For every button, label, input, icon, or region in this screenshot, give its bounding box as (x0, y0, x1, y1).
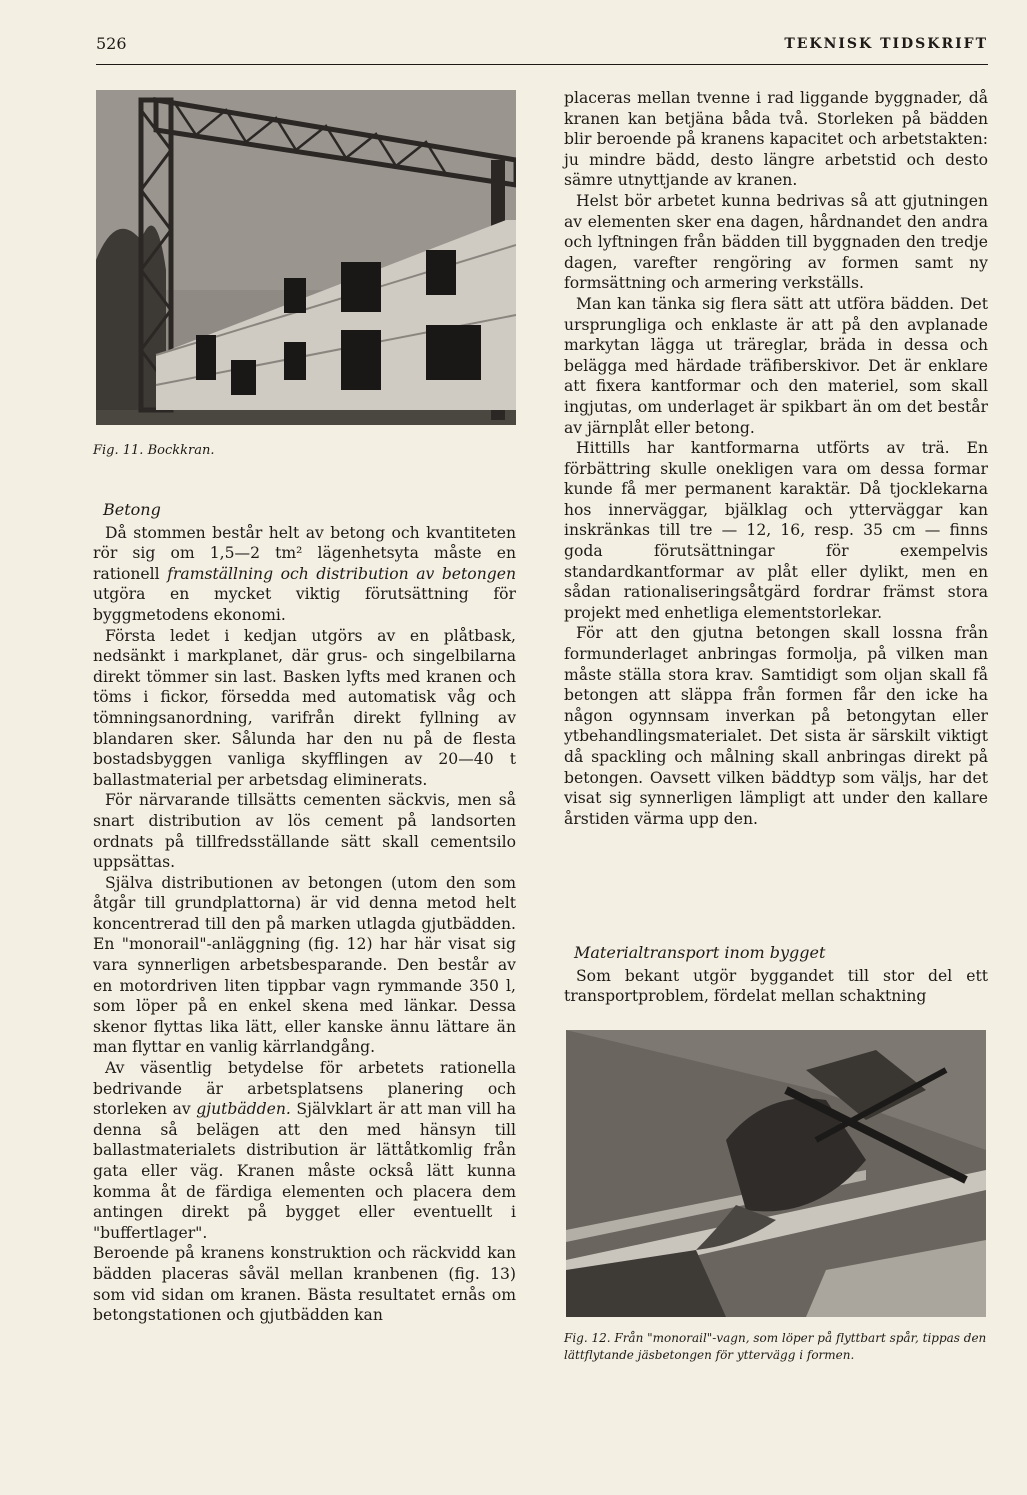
page-number: 526 (96, 34, 127, 53)
journal-title: TEKNISK TIDSKRIFT (784, 36, 988, 52)
paragraph: För att den gjutna betongen skall lossna från formunderlaget anbringas formolja, på vilken man måste ställa stora krav. Samtidigt som oljan skall få betongen att släppa från formen får den icke ha någon ogynnsam inverkan på betongytan eller ytbehandlingsmaterialet. Det sista är särskilt viktigt då spackling och målning skall anbringas direkt på betongen. Oavsett vilken bäddtyp som väljs, har det visat sig synnerligen lämpligt att under den kallare årstiden värma upp den. (564, 624, 988, 828)
left-column (93, 500, 516, 1326)
paragraph: Helst bör arbetet kunna bedrivas så att gjutningen av elementen sker ena dagen, hårdnandet den andra och lyftningen från bädden till byggnaden den tredje dagen, varefter rengöring av formen samt ny formsättning och armering verkställs. (564, 191, 988, 293)
paragraph: placeras mellan tvenne i rad liggande byggnader, då kranen kan betjäna båda två. Storleken på bädden blir beroende på kranens kapacitet och arbetstakten: ju mindre bädd, desto längre arbetstid och desto sämre utnyttjande av kranen. (564, 89, 988, 190)
fig12-monorail-photo (566, 1030, 986, 1317)
paragraph: Som bekant utgör byggandet till stor del ett transportproblem, fördelat mellan schaktning (564, 966, 988, 1006)
crane-illustration (96, 90, 516, 425)
page-header (96, 30, 988, 65)
fig12-caption: Fig. 12. Från "monorail"-vagn, som löper på flyttbart spår, tippas den lättflytande jäsbetongen för yttervägg i formen. (564, 1331, 987, 1362)
monorail-illustration (566, 1030, 986, 1317)
right-column-lower (564, 943, 988, 1007)
fig11-crane-photo (96, 90, 516, 425)
fig11-caption: Fig. 11. Bockkran. (93, 443, 215, 458)
paragraph: Beroende på kranens konstruktion och räckvidd kan bädden placeras såväl mellan kranbenen (fig. 13) som vid sidan om kranen. Bästa resultatet ernås om betongstationen och gjutbädden kan (93, 1244, 516, 1325)
paragraph: Hittills har kantformarna utförts av trä. En förbättring skulle onekligen vara om dessa formar kunde få mer permanent karaktär. Då tjocklekarna hos innerväggar, bjälklag och ytterväggar kan inskränkas till tre — 12, 16, resp. 35 cm — finns goda förutsättningar för exempelvis standardkantformar av plåt eller dylikt, men en sådan rationaliseringsåtgärd fordrar främst stora projekt med enhetliga elementstorlekar. (564, 439, 988, 622)
paragraph: För närvarande tillsätts cementen säckvis, men så snart distribution av lös cement på landsorten ordnats på tillfredsställande sätt skall cementsilo uppsättas. (93, 791, 516, 872)
paragraph: Då stommen består helt av betong och kvantiteten rör sig om 1,5—2 tm² lägenhetsyta måste en rationell framställning och distribution av betongen utgöra en mycket viktig förutsättning för byggmetodens ekonomi. (93, 523, 516, 624)
paragraph: Man kan tänka sig flera sätt att utföra bädden. Det ursprungliga och enklaste är att på den avplanade markytan lägga ut träreglar, bräda in dessa och belägga med härdade träfiberskivor. Det är enklare att fixera kantformar och den materiel, som skall ingjutas, om underlaget är spikbart än om det består av järnplåt eller betong. (564, 294, 988, 437)
right-column (564, 88, 988, 829)
paragraph: Själva distributionen av betongen (utom den som åtgår till grundplattorna) är vid denna metod helt koncentrerad till den på marken utlagda gjutbädden. En "monorail"-anläggning (fig. 12) har här visat sig vara synnerligen arbetsbesparande. Den består av en motordriven liten tippbar vagn rymmande 350 l, som löper på en enkel skena med länkar. Dessa skenor flyttas lika lätt, eller kanske ännu lättare än man flyttar en vanlig kärrlandgång. (93, 873, 516, 1057)
section-heading-materialtransport: Materialtransport inom bygget (574, 943, 826, 962)
section-heading-betong: Betong (103, 500, 161, 519)
paragraph: Av väsentlig betydelse för arbetets rationella bedrivande är arbetsplatsens planering och storleken av gjutbädden. Självklart är att man vill ha denna så belägen att den med hänsyn till ballastmaterialets distribution är lättåtkomlig från gata eller väg. Kranen måste också lätt kunna komma åt de färdiga elementen och placera dem antingen direkt på bygget eller eventuellt i "buffertlager". (93, 1059, 516, 1242)
paragraph: Första ledet i kedjan utgörs av en plåtbask, nedsänkt i markplanet, där grus- och singelbilarna direkt tömmer sin last. Basken lyfts med kranen och töms i fickor, försedda med automatisk våg och tömningsanordning, varifrån direkt fyllning av blandaren sker. Sålunda har den nu på de flesta bostadsbyggen vanliga skyfflingen av 20—40 t ballastmaterial per arbetsdag eliminerats. (93, 626, 516, 789)
